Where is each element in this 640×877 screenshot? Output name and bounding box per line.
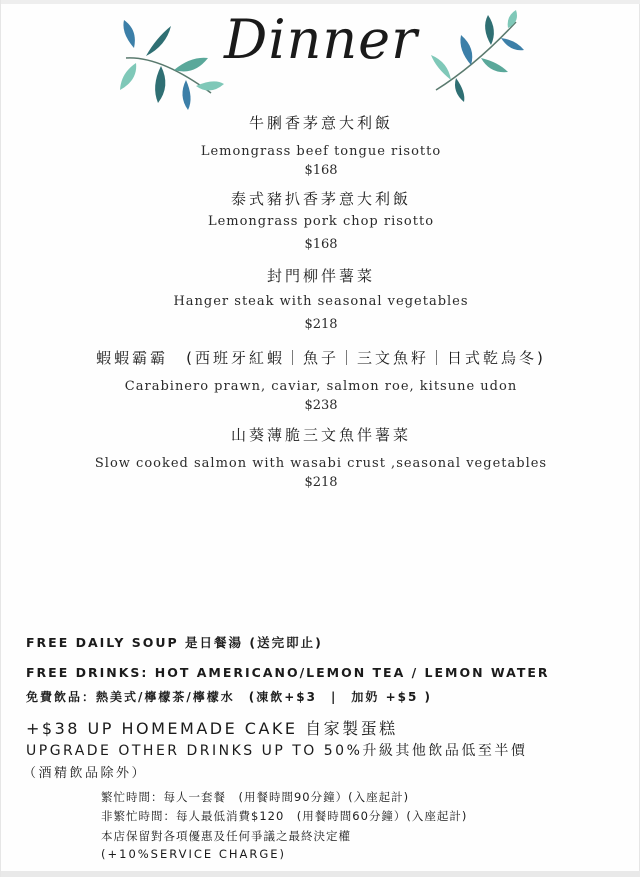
dish-list xyxy=(1,112,640,490)
dish-name-english: Lemongrass pork chop risotto xyxy=(207,214,435,229)
cake-offer: +$38 UP HOMEMADE CAKE 自家製蛋糕 xyxy=(26,719,398,738)
dish-name-chinese: 蝦蝦霸霸 (西班牙紅蝦｜魚子｜三文魚籽｜日式乾烏冬) xyxy=(96,349,546,367)
free-soup-note: FREE DAILY SOUP 是日餐湯 (送完即止) xyxy=(26,635,323,650)
dish-name-english: Lemongrass beef tongue risotto xyxy=(200,144,442,159)
peak-hours-rule: 繁忙時間：每人一套餐 (用餐時間90分鐘）(入座起計) xyxy=(101,790,410,804)
dish-name-chinese: 牛脷香茅意大利飯 xyxy=(248,114,393,132)
top-edge xyxy=(1,0,640,4)
dish-name-chinese: 泰式豬扒香茅意大利飯 xyxy=(230,190,411,208)
service-charge-note: (+10%SERVICE CHARGE) xyxy=(101,847,287,861)
dish-name-english: Slow cooked salmon with wasabi crust ,seasonal vegetables xyxy=(94,456,548,471)
dish-name-english: Carabinero prawn, caviar, salmon roe, kitsune udon xyxy=(124,379,518,394)
free-drinks-chinese-note: 免費飲品：熱美式/檸檬茶/檸檬水 (凍飲+$3 | 加奶 +$5 ) xyxy=(26,690,432,704)
menu-title: Dinner xyxy=(224,8,418,71)
dish-price: $218 xyxy=(304,475,338,490)
off-peak-hours-rule: 非繁忙時間：每人最低消費$120 (用餐時間60分鐘）(入座起計) xyxy=(101,809,468,823)
dish-price: $238 xyxy=(304,398,338,413)
rights-reserved-note: 本店保留對各項優惠及任何爭議之最終決定權 xyxy=(101,829,351,843)
upgrade-drinks-offer: UPGRADE OTHER DRINKS UP TO 50%升級其他飲品低至半價 xyxy=(26,743,528,759)
dish-item xyxy=(1,424,640,492)
dish-item xyxy=(1,188,640,254)
free-drinks-note: FREE DRINKS: HOT AMERICANO/LEMON TEA / LEMON WATER xyxy=(26,665,550,680)
dish-price: $168 xyxy=(304,163,338,178)
dish-name-chinese: 山葵薄脆三文魚伴薯菜 xyxy=(230,426,411,444)
dish-item xyxy=(1,112,640,180)
dish-item xyxy=(1,347,640,415)
bottom-edge xyxy=(1,871,640,877)
dish-item xyxy=(1,265,640,334)
upgrade-exclusion-note: （酒精飲品除外） xyxy=(23,766,148,781)
dish-price: $218 xyxy=(304,317,338,332)
dish-name-chinese: 封門柳伴薯菜 xyxy=(266,267,375,285)
dish-price: $168 xyxy=(304,237,338,252)
dish-name-english: Hanger steak with seasonal vegetables xyxy=(173,294,469,309)
